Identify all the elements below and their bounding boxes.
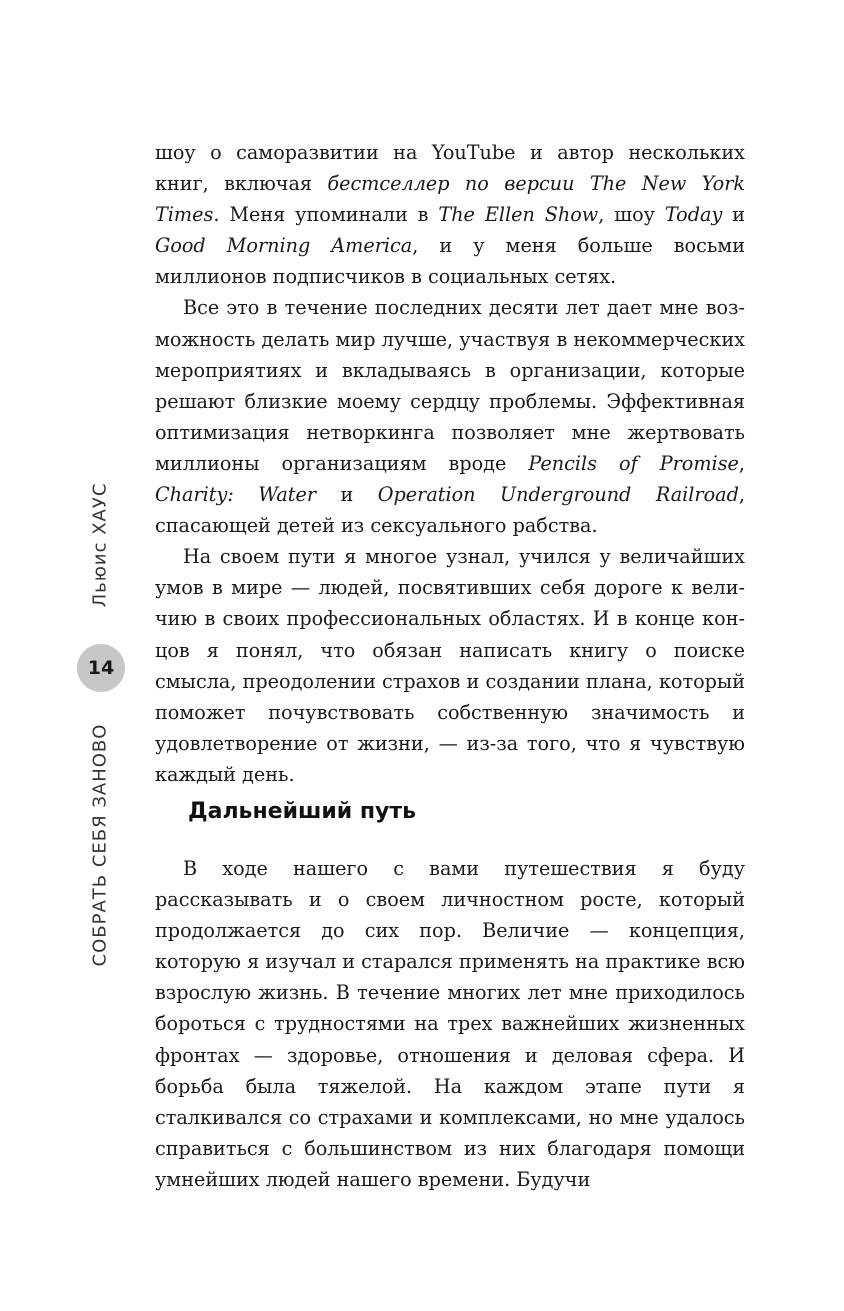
text-run: шоу о саморазвитии на YouTube и автор нескольких книг, включая (155, 141, 745, 196)
text-run: . Меня упоминали в (213, 203, 439, 227)
italic-run: Today (664, 203, 723, 227)
text-run: , шоу (598, 203, 665, 227)
italic-run: Operation Underground Railroad (377, 483, 739, 507)
page-number: 14 (87, 657, 115, 679)
text-run: , и у меня больше восьми миллионов подписчиков в социальных сетях. (155, 234, 745, 289)
paragraph-3: На своем пути я многое узнал, учился у величайших умов в мире — людей, посвятивших себя дороге к величию в своих профессиональных областях. И в конце концов я понял, что обязан написать книгу о поиске смысла, преодолении страхов и создании плана, который поможет почувствовать собственную значимость и удовлетворение от жизни, — из-за того, что я чувствую каждый день. (155, 545, 745, 786)
text-run: , (738, 451, 745, 475)
running-head-book-title: СОБРАТЬ СЕБЯ ЗАНОВО (89, 723, 111, 967)
body-text-top (155, 137, 745, 790)
italic-run: Good Morning America (155, 234, 413, 258)
paragraph-1 (155, 137, 745, 292)
italic-run: бестселлер по версии The New York Times (155, 172, 745, 227)
italic-run: Pencils of Promise (528, 451, 739, 475)
paragraph-4: В ходе нашего с вами путешествия я буду рассказывать и о своем личностном росте, который продолжается до сих пор. Величие — концепция, которую я изучал и старался применять на практике всю взрослую жизнь. В течение многих лет мне приходилось бороться с трудностями на трех важнейших жизненных фронтах — здоровье, отношения и деловая сфера. И борьба была тяжелой. На каждом этапе пути я сталкивался со страхами и комплексами, но мне удалось справиться с большинством из них благодаря помощи умнейших людей нашего времени. Будучи (155, 857, 745, 1191)
italic-run: Charity: Water (155, 483, 317, 507)
text-run: и (316, 483, 378, 507)
text-run: , спасающей детей из сексуального рабства. (155, 483, 745, 538)
page-number-badge (77, 644, 125, 692)
running-head-author: Льюис ХАУС (89, 482, 111, 608)
italic-run: The Ellen Show (438, 203, 599, 227)
body-text-bottom (155, 853, 745, 1195)
section-heading: Дальнейший путь (188, 799, 417, 824)
text-run: и (722, 203, 746, 227)
paragraph-2 (155, 292, 745, 541)
text-run: Все это в течение последних десяти лет дает мне возможность делать мир лучше, участвуя в некоммерческих мероприятиях и вкладываясь в организации, которые решают близкие моему сердцу проблемы. Эффективная оптимизация нетворкинга позволяет мне жертвовать миллионы организациям вроде (155, 296, 745, 475)
